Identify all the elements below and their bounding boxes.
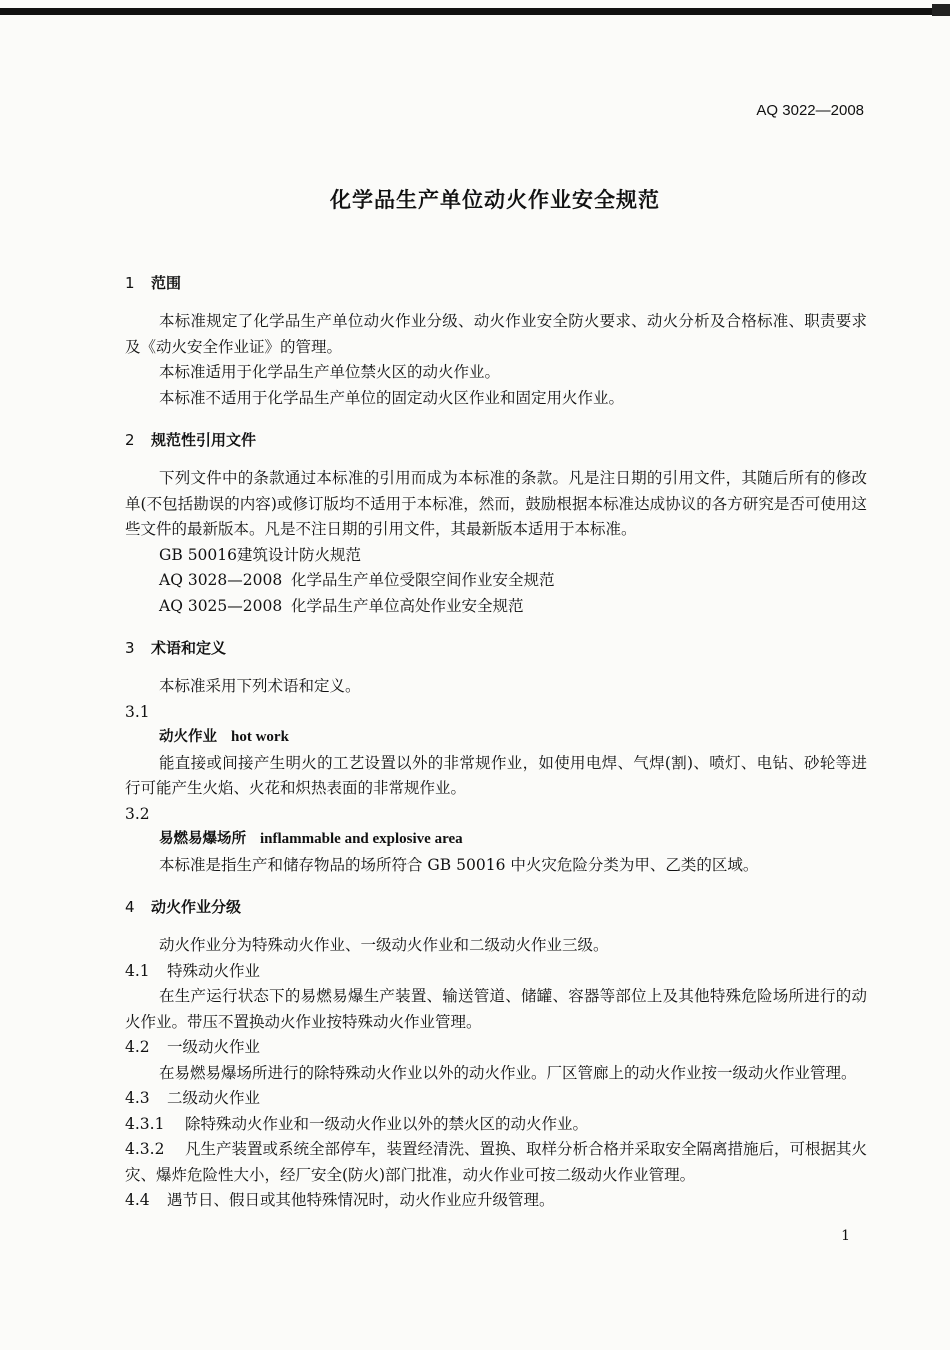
reference-name: 建筑设计防火规范 (237, 545, 362, 564)
standard-number: AQ 3022—2008 (756, 102, 864, 119)
section-heading-scope (125, 272, 867, 293)
term-heading (125, 827, 867, 853)
term-number: 3.1 (125, 702, 150, 721)
reference-name: 化学品生产单位高处作业安全规范 (291, 596, 524, 615)
section-number: 4 (125, 898, 135, 916)
section-number: 2 (125, 431, 135, 449)
section-title: 动火作业分级 (151, 898, 242, 916)
reference-name: 化学品生产单位受限空间作业安全规范 (291, 571, 555, 589)
section-heading-classification (125, 896, 867, 917)
clause-item (125, 1188, 867, 1214)
top-border-bar (0, 8, 932, 15)
section-number: 3 (125, 639, 135, 657)
page-number: 1 (841, 1228, 850, 1244)
document-body (125, 272, 867, 1214)
paragraph: 本标准不适用于化学品生产单位的固定动火区作业和固定用火作业。 (159, 388, 625, 407)
term-heading (125, 725, 867, 751)
clause-item (125, 1112, 867, 1138)
clause-number: 4.3.1 (125, 1114, 165, 1133)
clause-number: 4.1 (125, 961, 150, 980)
reference-code: GB 50016 (159, 545, 238, 564)
section-heading-terms (125, 637, 867, 658)
reference-item (125, 594, 867, 620)
section-title: 规范性引用文件 (151, 431, 257, 449)
section-number: 1 (125, 274, 135, 292)
clause-title: 二级动火作业 (167, 1089, 261, 1107)
clause-number: 4.3 (125, 1089, 150, 1107)
clause-number: 4.4 (125, 1191, 150, 1209)
reference-code: AQ 3028—2008 (159, 571, 283, 589)
clause-text: 凡生产装置或系统全部停车，装置经清洗、置换、取样分析合格并采取安全隔离措施后，可根据其火灾、爆炸危险性大小，经厂安全(防火)部门批准，动火作业可按二级动火作业管理。 (125, 1140, 868, 1184)
clause-heading (125, 1086, 867, 1112)
paragraph: 本标准采用下列术语和定义。 (159, 677, 361, 695)
clause-text: 遇节日、假日或其他特殊情况时，动火作业应升级管理。 (167, 1191, 555, 1209)
section-heading-references (125, 429, 867, 450)
clause-item (125, 1137, 867, 1188)
clause-heading (125, 959, 867, 985)
clause-text: 除特殊动火作业和一级动火作业以外的禁火区的动火作业。 (185, 1114, 589, 1133)
clause-number: 4.3.2 (125, 1140, 165, 1158)
clause-number: 4.2 (125, 1038, 150, 1056)
reference-item (125, 543, 867, 569)
top-border-corner (932, 4, 950, 16)
term-en: inflammable and explosive area (260, 831, 463, 847)
reference-item (125, 568, 867, 594)
term-en: hot work (231, 729, 289, 745)
section-title: 范围 (151, 274, 182, 292)
clause-text: 在易燃易爆场所进行的除特殊动火作业以外的动火作业。厂区管廊上的动火作业按一级动火作业管理。 (159, 1063, 857, 1082)
paragraph: 下列文件中的条款通过本标准的引用而成为本标准的条款。凡是注日期的引用文件，其随后所有的修改单(不包括勘误的内容)或修订版均不适用于本标准，然而，鼓励根据本标准达成协议的各方研究是否可使用这些文件的最新版本。凡是不注日期的引用文件，其最新版本适用于本标准。 (125, 469, 867, 538)
paragraph: 动火作业分为特殊动火作业、一级动火作业和二级动火作业三级。 (159, 936, 609, 954)
term-definition: 本标准是指生产和储存物品的场所符合 GB 50016 中火灾危险分类为甲、乙类的区域。 (159, 855, 759, 874)
paragraph: 本标准适用于化学品生产单位禁火区的动火作业。 (159, 363, 501, 381)
paragraph: 本标准规定了化学品生产单位动火作业分级、动火作业安全防火要求、动火分析及合格标准、职责要求及《动火安全作业证》的管理。 (125, 312, 867, 356)
term-zh: 动火作业 (159, 729, 217, 745)
clause-title: 特殊动火作业 (167, 961, 261, 980)
clause-text: 在生产运行状态下的易燃易爆生产装置、输送管道、储罐、容器等部位上及其他特殊危险场所进行的动火作业。带压不置换动火作业按特殊动火作业管理。 (125, 987, 867, 1031)
term-number: 3.2 (125, 804, 150, 823)
term-zh: 易燃易爆场所 (159, 831, 246, 847)
page-title: 化学品生产单位动火作业安全规范 (330, 188, 660, 212)
section-title: 术语和定义 (151, 639, 227, 657)
clause-title: 一级动火作业 (167, 1038, 261, 1056)
reference-code: AQ 3025—2008 (159, 596, 283, 615)
term-definition: 能直接或间接产生明火的工艺设置以外的非常规作业，如使用电焊、气焊(割)、喷灯、电钻、砂轮等进行可能产生火焰、火花和炽热表面的非常规作业。 (125, 753, 867, 797)
clause-heading (125, 1035, 867, 1061)
